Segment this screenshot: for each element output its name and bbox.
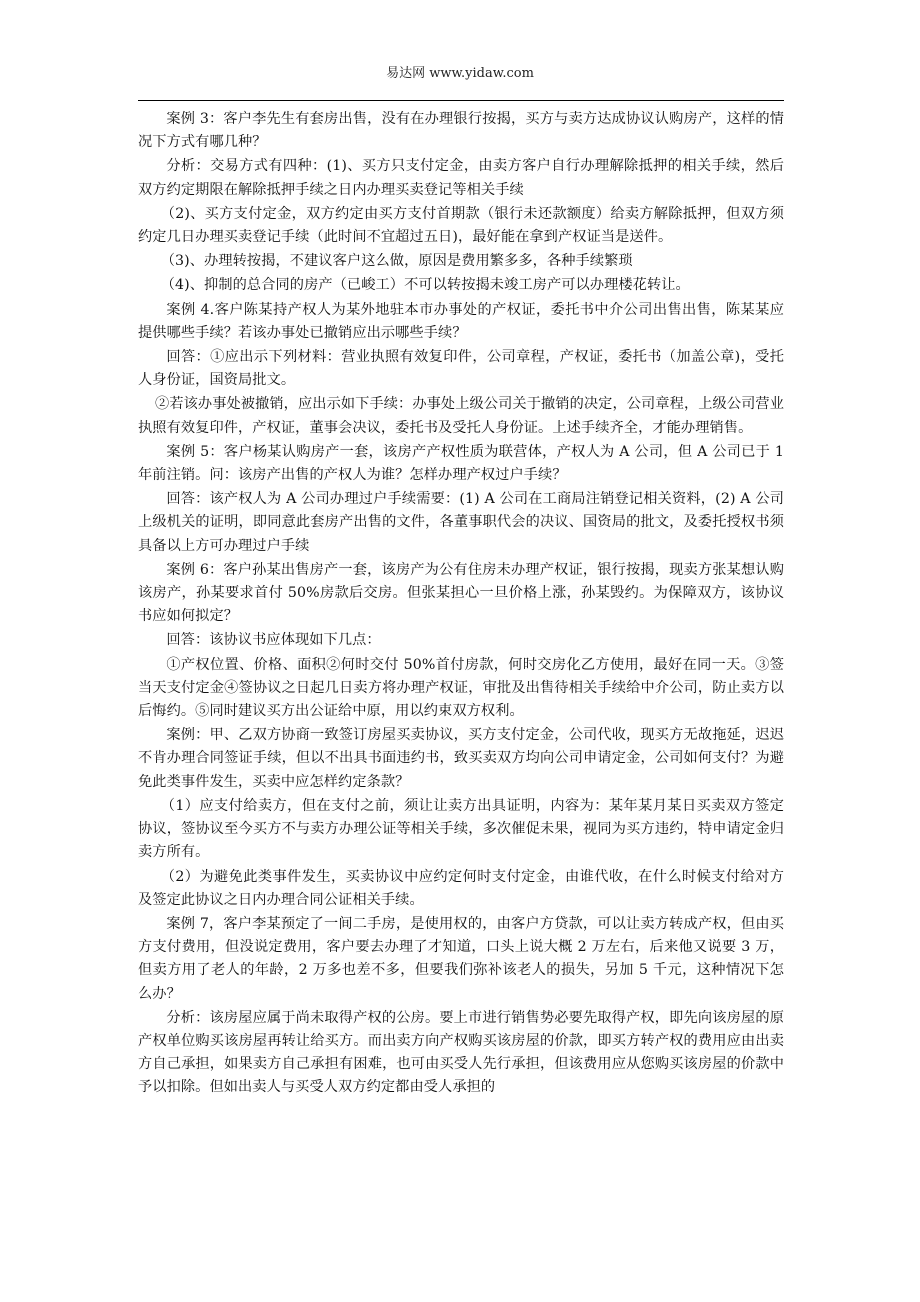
paragraph-deposit-2: （2）为避免此类事件发生，买卖协议中应约定何时支付定金，由谁代收，在什么时候支付给对方及签定此协议之日内办理合同公证相关手续。 — [138, 868, 784, 908]
paragraph-case-5: 案例 5：客户杨某认购房产一套，该房产产权性质为联营体，产权人为 A 公司，但 A 公司已于 1 年前注销。问：该房产出售的产权人为谁？怎样办理产权过户手续？ — [138, 443, 784, 484]
paragraph-case-3: 案例 3：客户李先生有套房出售，没有在办理银行按揭，买方与卖方达成协议认购房产，这样的情况下方式有哪几种？ — [138, 111, 784, 151]
paragraph-answer-6-points: ①产权位置、价格、面积②何时交付 50%首付房款，何时交房化乙方使用，最好在同一天。③签当天支付定金④签协议之日起几日卖方将办理产权证，审批及出售待相关手续给中介公司，防止卖方以后悔约。⑤同时建议买方出公证给中原，用以约束双方权利。 — [138, 656, 784, 720]
paragraph-answer-6: 回答：该协议书应体现如下几点： — [166, 632, 381, 649]
document-body — [138, 108, 784, 1101]
paragraph-analysis-7: 分析：该房屋应属于尚未取得产权的公房。要上市进行销售势必要先取得产权，即先向该房屋的原产权单位购买该房屋再转让给买方。而出卖方向产权购买该房屋的价款，即买方转产权的费用应由出卖方自己承担，如果卖方自己承担有困难，也可由买受人先行承担，但该费用应从您购买该房屋的价款中予以扣除。但如出卖人与买受人双方约定都由受人承担的 — [138, 1009, 784, 1096]
paragraph-answer-4a: 回答：①应出示下列材料：营业执照有效复印件，公司章程，产权证，委托书（加盖公章)，受托人身份证，国资局批文。 — [138, 349, 784, 389]
paragraph-case-deposit: 案例：甲、乙双方协商一致签订房屋买卖协议，买方支付定金，公司代收，现买方无故拖延，迟迟不肯办理合同签证手续，但以不出具书面违约书，致买卖双方均向公司申请定金，公司如何支付？为避免此类事件发生，买卖中应怎样约定条款？ — [138, 727, 784, 790]
paragraph-analysis-1: 分析：交易方式有四种：(1)、买方只支付定金，由卖方客户自行办理解除抵押的相关手续，然后双方约定期限在解除抵押手续之日内办理买卖登记等相关手续 — [138, 158, 784, 198]
paragraph-answer-5: 回答：该产权人为 A 公司办理过户手续需要：(1) A 公司在工商局注销登记相关资料，(2) A 公司上级机关的证明，即同意此套房产出售的文件，各董事职代会的决议、国资局的批文，及委托授权书须具备以上方可办理过户手续 — [138, 491, 784, 554]
paragraph-case-6: 案例 6：客户孙某出售房产一套，该房产为公有住房未办理产权证，银行按揭，现卖方张某想认购该房产，孙某要求首付 50%房款后交房。但张某担心一旦价格上涨，孙某毁约。为保障双方，该协议书应如何拟定？ — [138, 561, 784, 625]
header-divider — [138, 100, 784, 101]
paragraph-answer-4b: ②若该办事处被撤销，应出示如下手续：办事处上级公司关于撤销的决定，公司章程，上级公司营业执照有效复印件，产权证，董事会决议，委托书及受托人身份证。上述手续齐全，才能办理销售。 — [138, 396, 784, 436]
paragraph-deposit-1: （1）应支付给卖方，但在支付之前，须让让卖方出具证明，内容为：某年某月某日买卖双方签定协议，签协议至今买方不与卖方办理公证等相关手续，多次催促未果，视同为买方违约，特申请定金归卖方所有。 — [138, 797, 784, 861]
paragraph-option-3: （3)、办理转按揭，不建议客户这么做，原因是费用繁多多，各种手续繁琐 — [160, 253, 633, 270]
paragraph-option-2: （2)、买方支付定金，双方约定由买方支付首期款（银行未还款额度）给卖方解除抵押，但双方须约定几日办理买卖登记手续（此时间不宜超过五日)，最好能在拿到产权证当是送件。 — [138, 205, 784, 246]
paragraph-case-4: 案例 4.客户陈某持产权人为某外地驻本市办事处的产权证，委托书中介公司出售出售，陈某某应提供哪些手续？若该办事处已撤销应出示哪些手续？ — [138, 301, 784, 341]
page-header: 易达网 www.yidaw.com — [386, 66, 534, 81]
paragraph-case-7: 案例 7，客户李某预定了一间二手房，是使用权的，由客户方贷款，可以让卖方转成产权，但由买方支付费用，但没说定费用，客户要去办理了才知道，口头上说大概 2 万左右，后来他又说要 3 万，但卖方用了老人的年龄，2 万多也差不多，但要我们弥补该老人的损失，另加 5 千元，这种情况下怎么办？ — [138, 915, 784, 1002]
paragraph-option-4: （4)、抑制的总合同的房产（已峻工）不可以转按揭未竣工房产可以办理楼花转让。 — [160, 277, 690, 294]
